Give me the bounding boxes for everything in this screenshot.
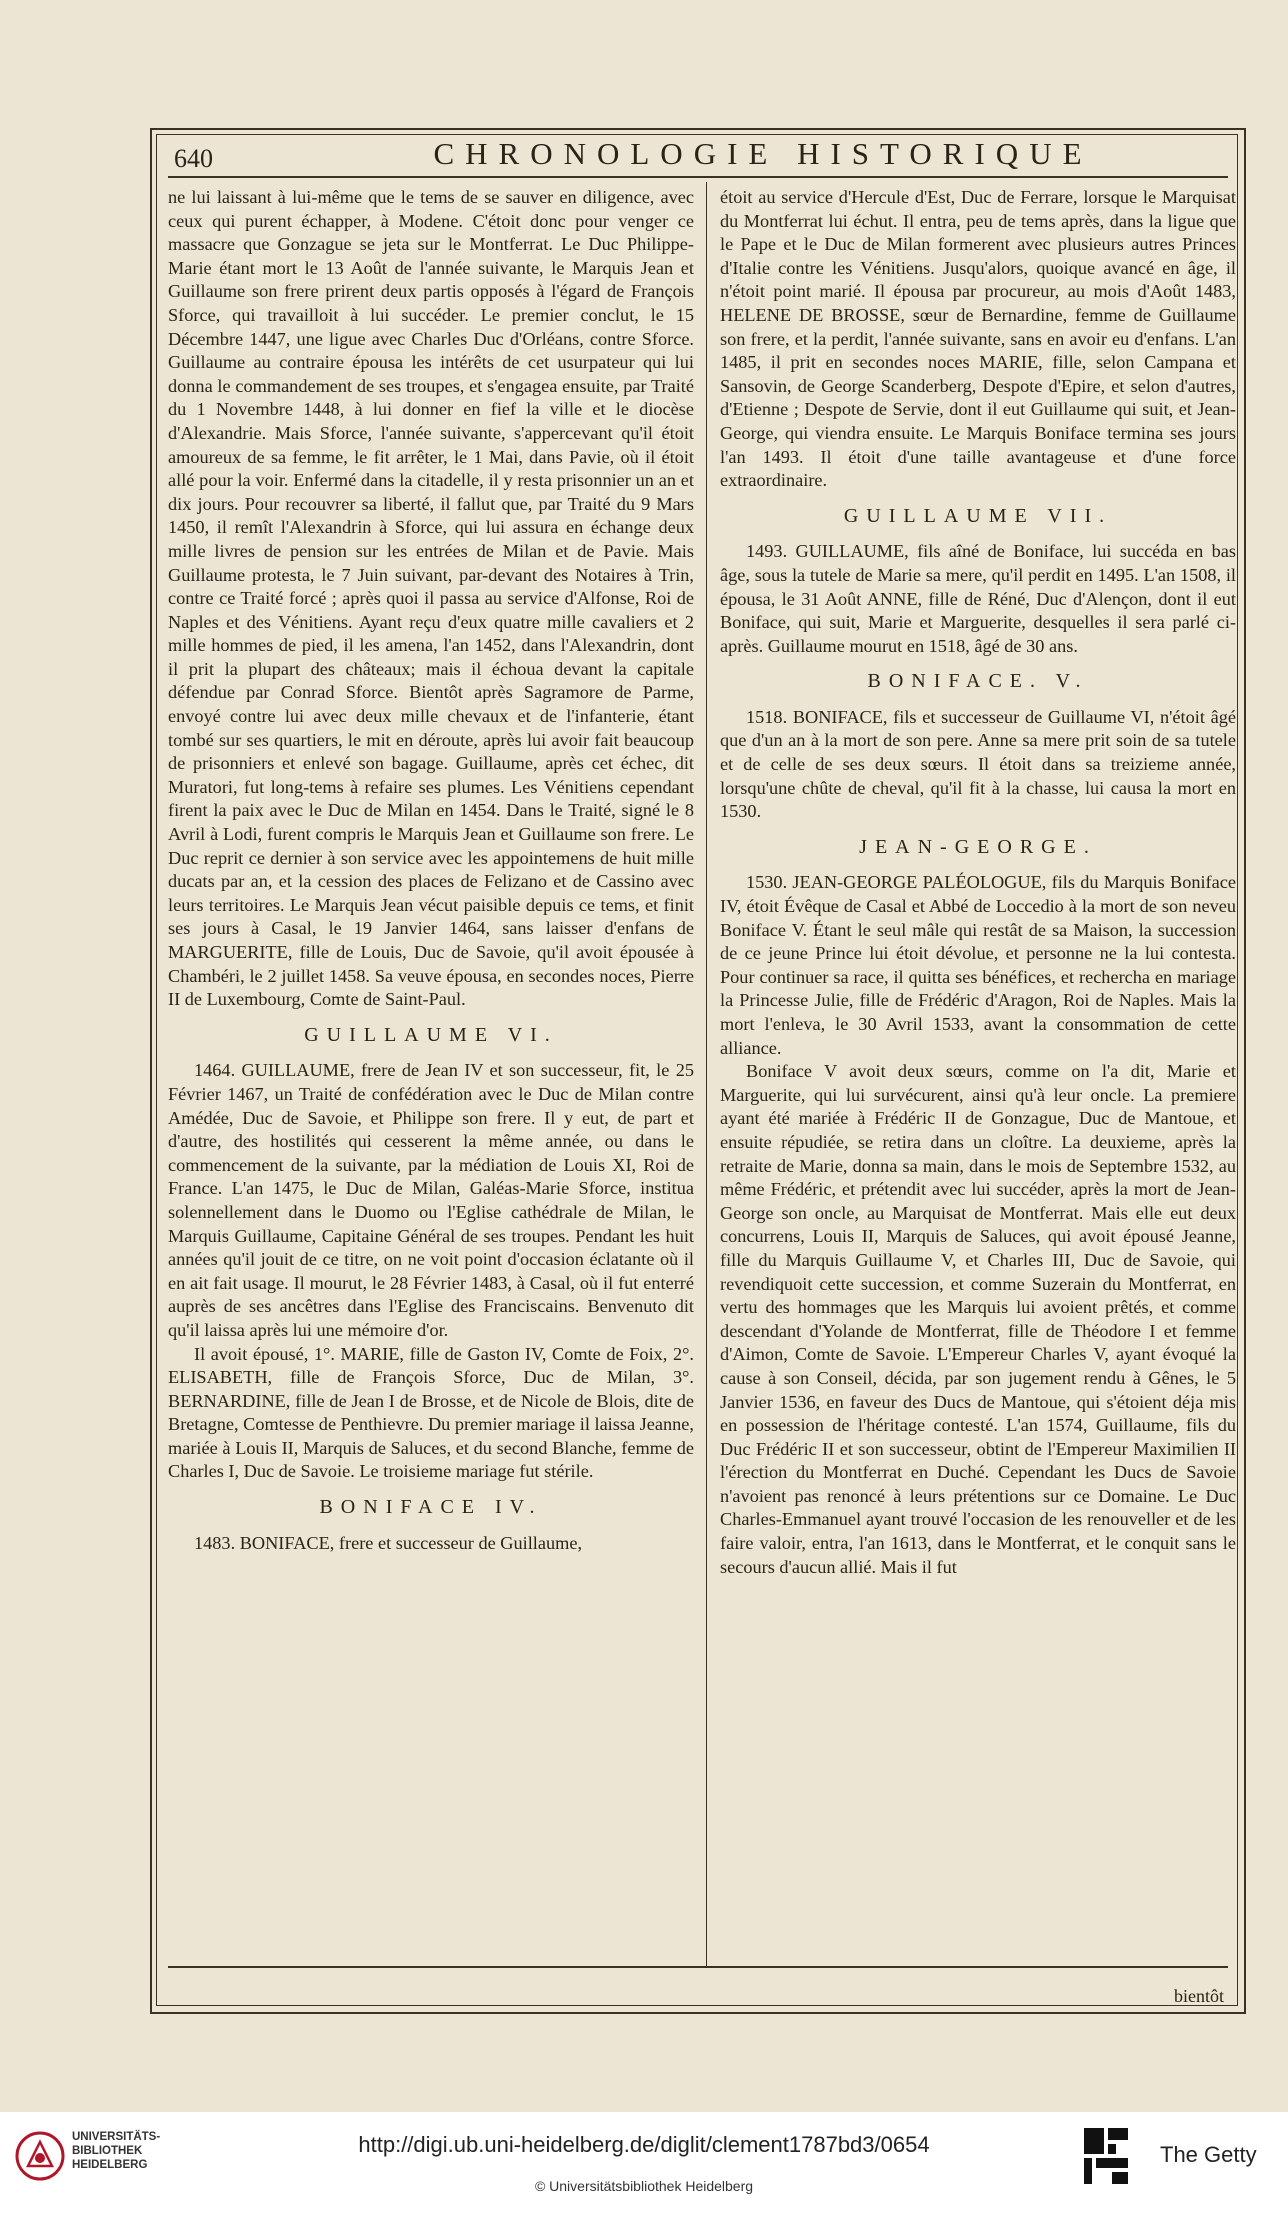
paragraph: 1518. BONIFACE, fils et successeur de Guillaume VI, n'étoit âgé que d'un an à la mort de son pere. Anne sa mere prit soin de sa tutele et de celle de ses deux sœurs. Il étoit dans sa treizieme année, lorsqu'une chûte de cheval, qu'il fit à la chasse, lui causa la mort en 1530.: [720, 706, 1236, 822]
catchword: bientôt: [1174, 1986, 1224, 2006]
source-url-link[interactable]: http://digi.ub.uni-heidelberg.de/diglit/clement1787bd3/0654: [358, 2132, 930, 2157]
institution-line: UNIVERSITÄTS-: [72, 2131, 161, 2143]
left-column: [168, 186, 694, 1966]
paragraph: 1530. JEAN-GEORGE PALÉOLOGUE, fils du Marquis Boniface IV, étoit Évêque de Casal et Abbé de Loccedio à la mort de son neveu Boniface V. Étant le seul mâle qui restât de sa Maison, la succession de ce jeune Prince lui étoit dévolue, et personne ne la lui contesta. Pour continuer sa race, il quitta ses bénéfices, et rechercha en mariage la Princesse Julie, fille de Frédéric d'Aragon, Roi de Naples. Mais la mort l'enleva, le 30 Avril 1533, avant la consommation de cette alliance.: [720, 872, 1236, 1058]
institution-line: HEIDELBERG: [72, 2159, 148, 2171]
section-heading: BONIFACE. V.: [867, 670, 1089, 693]
right-column: [720, 186, 1236, 1966]
institution-line: BIBLIOTHEK: [72, 2145, 143, 2157]
paragraph: 1493. GUILLAUME, fils aîné de Boniface, lui succéda en bas âge, sous la tutele de Marie sa mere, qu'il perdit en 1495. L'an 1508, il épousa, le 31 Août ANNE, fille de Réné, Duc d'Alençon, dont il eut Boniface, qui suit, Marie et Marguerite, desquelles il sera parlé ci-après. Guillaume mourut en 1518, âgé de 30 ans.: [720, 541, 1236, 656]
paragraph: étoit au service d'Hercule d'Est, Duc de Ferrare, lorsque le Marquisat du Montferrat lui échut. Il entra, peu de tems après, dans la ligue que le Pape et le Duc de Milan formerent avec plusieurs autres Princes d'Italie contre les Vénitiens. Jusqu'alors, quoique avancé en âge, il n'étoit point marié. Il épousa par procureur, au mois d'Août 1483, HELENE DE BROSSE, sœur de Bernardine, femme de Guillaume son frere, et la perdit, l'année suivante, sans en avoir eu d'enfans. L'an 1485, il prit en secondes noces MARIE, fille, selon Campana et Sansovin, de George Scanderberg, Despote d'Epire, et selon d'autres, d'Etienne ; Despote de Servie, dont il eut Guillaume qui suit, et Jean-George, qui viendra ensuite. Le Marquis Boniface termina ses jours l'an 1493. Il étoit d'une taille avantageuse et d'une force extraordinaire.: [720, 187, 1236, 491]
section-heading: GUILLAUME VII.: [843, 504, 1113, 527]
page-header: [168, 130, 1228, 178]
footer-bar: [0, 2112, 1288, 2220]
column-divider: [706, 182, 707, 1966]
copyright-notice: © Universitätsbibliothek Heidelberg: [534, 2178, 754, 2194]
section-heading: JEAN-GEORGE.: [859, 835, 1097, 858]
bottom-rule: [168, 1966, 1228, 1968]
section-heading: BONIFACE IV.: [319, 1496, 543, 1519]
paragraph: Boniface V avoit deux sœurs, comme on l'a dit, Marie et Marguerite, qui lui survécurent, ainsi qu'à leur oncle. La premiere ayant été mariée à Frédéric II de Gonzague, Duc de Mantoue, et ensuite répudiée, se retira dans un cloître. La deuxieme, après la retraite de Marie, donna sa main, dans le mois de Septembre 1532, au même Frédéric, et prétendit avec lui succéder, après la mort de Jean-George son oncle, au Marquisat de Montferrat. Mais elle eut deux concurrens, Louis II, Marquis de Saluces, qui avoit épousé Jeanne, fille du Marquis Guillaume V, et Charles III, Duc de Savoie, qui revendiquoit cette succession, et comme Suzerain du Montferrat, en vertu des hommages que les Marquis lui avoient prêtés, et comme descendant d'Yolande de Montferrat, fille de Théodore I et femme d'Aimon, Comte de Savoie. L'Empereur Charles V, ayant évoqué la cause à son Conseil, décida, par son jugement rendu à Gênes, le 5 Janvier 1536, en faveur des Ducs de Mantoue, qui s'étoient déja mis en possession de l'héritage contesté. L'an 1574, Guillaume, fils du Duc Frédéric II et son successeur, obtint de l'Empereur Maximilien II l'érection du Montferrat en Duché. Cependant les Ducs de Savoie n'avoient pas renoncé à leurs prétentions sur ce Domaine. Le Duc Charles-Emmanuel ayant trouvé l'occasion de les renouveller et de les faire valoir, entra, l'an 1613, dans le Montferrat, et le conquit sans le secours d'aucun allié. Mais il fut: [720, 1061, 1236, 1577]
getty-logo-icon: [1082, 2126, 1130, 2186]
page-number: 640: [174, 144, 213, 173]
section-heading: GUILLAUME VI.: [304, 1023, 558, 1046]
paragraph: 1483. BONIFACE, frere et successeur de Guillaume,: [194, 1532, 583, 1553]
running-title: CHRONOLOGIE HISTORIQUE: [433, 136, 1093, 171]
paragraph: Il avoit épousé, 1°. MARIE, fille de Gaston IV, Comte de Foix, 2°. ELISABETH, fille de François Sforce, Duc de Milan, 3°. BERNARDINE, fille de Jean I de Brosse, et de Nicole de Blois, dite de Bretagne, Comtesse de Penthievre. Du premier mariage il laissa Jeanne, mariée à Louis II, Marquis de Saluces, et du second Blanche, femme de Charles I, Duc de Savoie. Le troisieme mariage fut stérile.: [168, 1343, 694, 1482]
paragraph: ne lui laissant à lui-même que le tems de se sauver en diligence, avec ceux qui purent échapper, à Modene. C'étoit donc pour venger ce massacre que Gonzague se jeta sur le Montferrat. Le Duc Philippe-Marie étant mort le 13 Août de l'année suivante, le Marquis Jean et Guillaume son frere prirent deux partis opposés à l'égard de François Sforce, qui travailloit à lui succéder. Le premier conclut, le 15 Décembre 1447, une ligue avec Charles Duc d'Orléans, contre Sforce. Guillaume au contraire épousa les intérêts de cet usurpateur qui lui donna le commandement de ses troupes, et s'engagea ensuite, par Traité du 1 Novembre 1448, à lui donner en fief la ville et le diocèse d'Alexandrie. Mais Sforce, l'année suivante, s'appercevant qu'il étoit amoureux de sa femme, le fit arrêter, le 1 Mai, dans Pavie, où il étoit allé pour la voir. Enfermé dans la citadelle, il y resta prisonnier un an et dix jours. Pour recouvrer sa liberté, il fallut que, par Traité du 9 Mars 1450, il remît l'Alexandrin à Sforce, qui lui assura en échange deux mille livres de pension sur les entrées de Milan et de Pavie. Mais Guillaume protesta, le 7 Juin suivant, par-devant des Notaires à Trin, contre ce Traité forcé ; après quoi il passa au service d'Alfonse, Roi de Naples et des Vénitiens. Ayant reçu d'eux quatre mille cavaliers et 2 mille hommes de pied, il les amena, l'an 1452, dans l'Alexandrin, dont il prit la plupart des châteaux; mais il échoua devant la capitale défendue par Conrad Sforce. Bientôt après Sagramore de Parme, envoyé contre lui avec deux mille chevaux et de l'infanterie, étant tombé sur ses quartiers, le mit en déroute, après lui avoir fait beaucoup de prisonniers et enlevé son bagage. Guillaume, après cet échec, dit Muratori, fut long-tems à refaire ses plumes. Les Vénitiens cependant firent la paix avec le Duc de Milan en 1454. Dans le Traité, signé le 8 Avril à Lodi, furent compris le Marquis Jean et Guillaume son frere. Le Duc reprit ce dernier à son service avec les appointemens de huit mille ducats par an, et la cession des places de Felizano et de Cassino avec leurs territoires. Le Marquis Jean vécut paisible depuis ce tems, et finit ses jours à Casal, le 19 Janvier 1464, sans laisser d'enfans de MARGUERITE, fille de Louis, Duc de Savoie, qu'il avoit épousée à Chambéri, le 2 juillet 1458. Sa veuve épousa, en secondes noces, Pierre II de Luxembourg, Comte de Saint-Paul.: [168, 187, 694, 1010]
partner-name: The Getty: [1160, 2142, 1257, 2167]
paragraph: 1464. GUILLAUME, frere de Jean IV et son successeur, fit, le 25 Février 1467, un Traité de confédération avec le Duc de Milan contre Amédée, Duc de Savoie, et Philippe son frere. Il y eut, de part et d'autre, des hostilités qui cesserent la même année, ou dans le commencement de la suivante, par la médiation de Louis XI, Roi de France. L'an 1475, le Duc de Milan, Galéas-Marie Sforce, institua solennellement dans le Duomo ou l'Eglise cathédrale de Milan, le Marquis Guillaume, Capitaine Général de ses troupes. Pendant les huit années qu'il jouit de ce titre, on ne voit point d'occasion éclatante où il en ait fait usage. Il mourut, le 28 Février 1483, à Casal, où il fut enterré auprès de ses ancêtres dans l'Eglise des Franciscains. Benvenuto dit qu'il laissa après lui une mémoire d'or.: [168, 1060, 694, 1340]
